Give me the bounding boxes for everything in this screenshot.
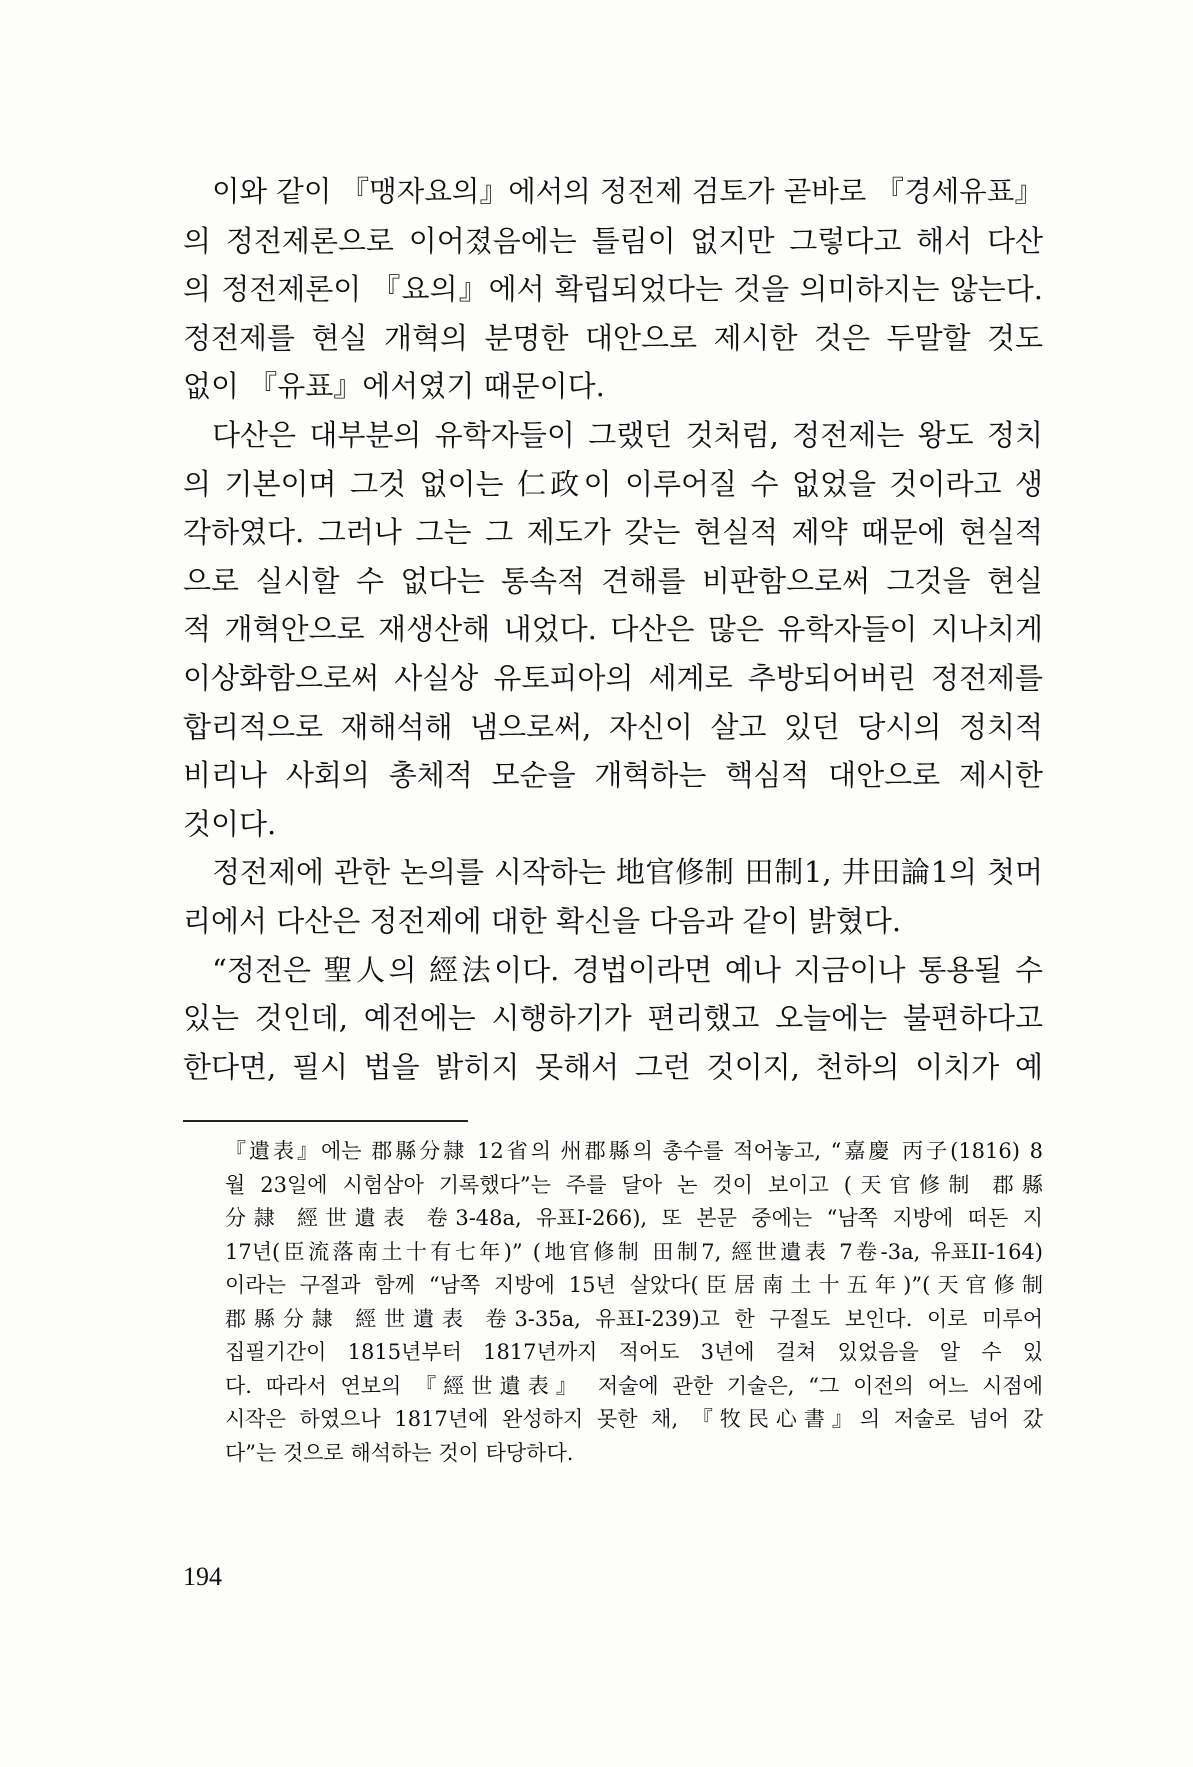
page-number: 194 xyxy=(183,1562,222,1591)
paragraph-quote xyxy=(183,946,1043,1092)
text-line: 적 개혁안으로 재생산해 내었다. 다산은 많은 유학자들이 지나치게 xyxy=(183,612,1043,647)
footnote-line: 월 23일에 시험삼아 기록했다”는 주를 달아 논 것이 보이고 (天官修制 郡縣 xyxy=(225,1172,1043,1197)
footnote-line: 17년(臣流落南土十有七年)” (地官修制 田制7, 經世遺表 7卷-3a, 유표II-164) xyxy=(225,1239,1043,1264)
text-line: 리에서 다산은 정전제에 대한 확신을 다음과 같이 밝혔다. xyxy=(183,903,902,938)
footnote-line: 집필기간이 1815년부터 1817년까지 적어도 3년에 걸쳐 있었음을 알 수 있 xyxy=(225,1340,1043,1364)
footnote-line: 『遺表』에는 郡縣分隷 12省의 州郡縣의 총수를 적어놓고, “嘉慶 丙子(1816) 8 xyxy=(225,1139,1043,1163)
footnote-line: 分隷 經世遺表 卷3-48a, 유표I-266), 또 본문 중에는 “남쪽 지방에 떠돈 지 xyxy=(225,1206,1043,1230)
text-line: 으로 실시할 수 없다는 통속적 견해를 비판함으로써 그것을 현실 xyxy=(183,563,1043,598)
footnote-line: 이라는 구절과 함께 “남쪽 지방에 15년 살았다(臣居南土十五年)”(天官修制 xyxy=(225,1273,1043,1297)
paragraph xyxy=(183,168,1043,411)
text-line: 각하였다. 그러나 그는 그 제도가 갖는 현실적 제약 때문에 현실적 xyxy=(183,515,1043,550)
text-line: 이와 같이 『맹자요의』에서의 정전제 검토가 곧바로 『경세유표』 xyxy=(212,175,1043,208)
text-line: 비리나 사회의 총체적 모순을 개혁하는 핵심적 대안으로 제시한 xyxy=(183,758,1043,793)
paragraph xyxy=(183,848,1043,945)
text-line: 없이 『유표』에서였기 때문이다. xyxy=(183,369,605,404)
text-line: 정전제에 관한 논의를 시작하는 地官修制 田制1, 井田論1의 첫머 xyxy=(212,855,1043,890)
text-line: 것이다. xyxy=(183,806,277,841)
text-line: 있는 것인데, 예전에는 시행하기가 편리했고 오늘에는 불편하다고 xyxy=(183,1001,1043,1036)
footnote-line: 郡縣分隷 經世遺表 卷3-35a, 유표I-239)고 한 구절도 보인다. 이로 미루어 xyxy=(225,1306,1043,1331)
text-line: 다산은 대부분의 유학자들이 그랬던 것처럼, 정전제는 왕도 정치 xyxy=(212,417,1043,452)
text-line: 의 기본이며 그것 없이는 仁政이 이루어질 수 없었을 것이라고 생 xyxy=(183,466,1043,501)
text-line: 의 정전제론이 『요의』에서 확립되었다는 것을 의미하지는 않는다. xyxy=(183,272,1043,307)
text-line: 의 정전제론으로 이어졌음에는 틀림이 없지만 그렇다고 해서 다산 xyxy=(183,223,1043,258)
footnote-line: 다”는 것으로 해석하는 것이 타당하다. xyxy=(225,1440,574,1465)
text-line: 한다면, 필시 법을 밝히지 못해서 그런 것이지, 천하의 이치가 예 xyxy=(183,1049,1043,1084)
footnote-line: 다. 따라서 연보의 『經世遺表』 저술에 관한 기술은, “그 이전의 어느 시점에 xyxy=(225,1373,1043,1398)
body-text xyxy=(183,168,1043,1091)
text-line: “정전은 聖人의 經法이다. 경법이라면 예나 지금이나 통용될 수 xyxy=(212,952,1043,987)
footnote xyxy=(225,1135,1043,1470)
footnote-line: 시작은 하였으나 1817년에 완성하지 못한 채, 『牧民心書』의 저술로 넘어 갔 xyxy=(225,1407,1043,1431)
footnote-divider xyxy=(183,1120,468,1122)
paragraph xyxy=(183,411,1043,848)
text-line: 이상화함으로써 사실상 유토피아의 세계로 추방되어버린 정전제를 xyxy=(183,660,1044,695)
text-line: 정전제를 현실 개혁의 분명한 대안으로 제시한 것은 두말할 것도 xyxy=(183,320,1043,355)
text-line: 합리적으로 재해석해 냄으로써, 자신이 살고 있던 당시의 정치적 xyxy=(183,709,1043,744)
